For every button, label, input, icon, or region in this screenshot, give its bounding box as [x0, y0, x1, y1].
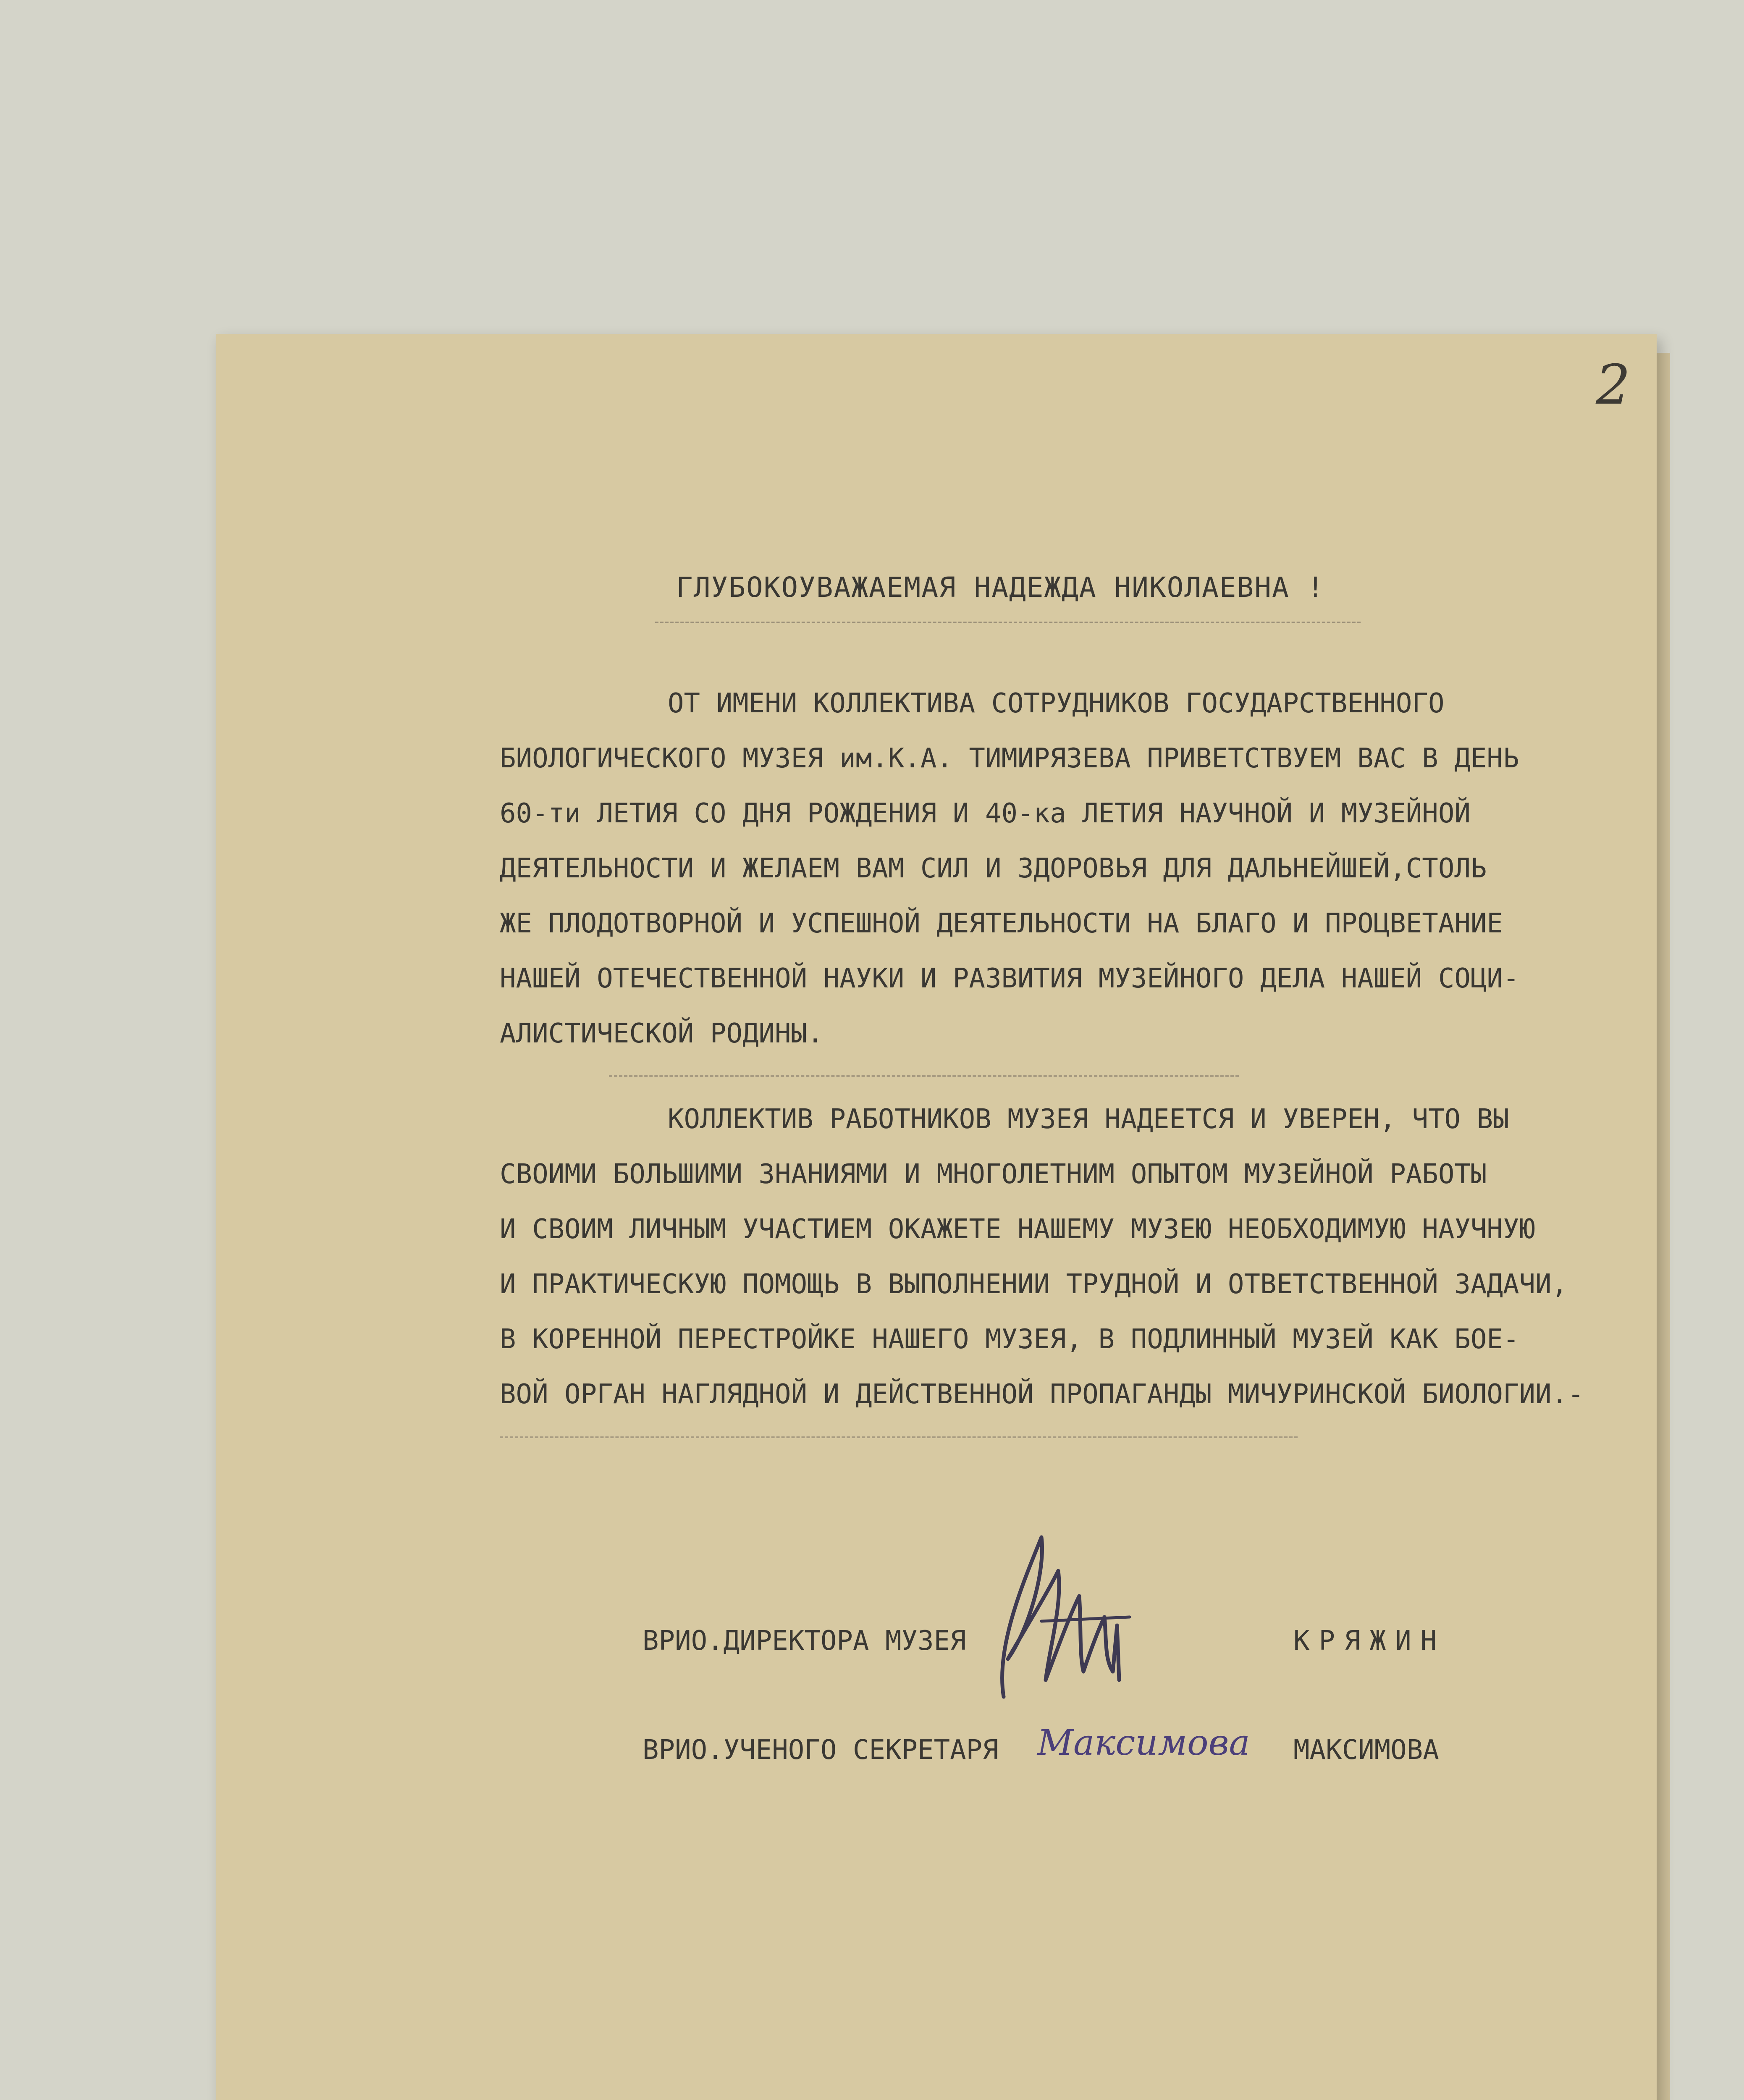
text-line: СВОИМИ БОЛЬШИМИ ЗНАНИЯМИ И МНОГОЛЕТНИМ ОПЫТОМ МУЗЕЙНОЙ РАБОТЫ: [500, 1159, 1487, 1190]
heading-underline: [655, 622, 1361, 623]
text-line: В КОРЕННОЙ ПЕРЕСТРОЙКЕ НАШЕГО МУЗЕЯ, В ПОДЛИННЫЙ МУЗЕЙ КАК БОЕ-: [500, 1324, 1519, 1355]
salutation-heading: ГЛУБОКОУВАЖАЕМАЯ НАДЕЖДА НИКОЛАЕВНА !: [676, 571, 1325, 604]
text-line: ЖЕ ПЛОДОТВОРНОЙ И УСПЕШНОЙ ДЕЯТЕЛЬНОСТИ НА БЛАГО И ПРОЦВЕТАНИЕ: [500, 908, 1503, 939]
page-number: 2: [1596, 353, 1631, 417]
text-line: АЛИСТИЧЕСКОЙ РОДИНЫ.: [500, 1018, 823, 1049]
text-line: И СВОИМ ЛИЧНЫМ УЧАСТИЕМ ОКАЖЕТЕ НАШЕМУ МУЗЕЮ НЕОБХОДИМУЮ НАУЧНУЮ: [500, 1214, 1535, 1245]
director-name: КРЯЖИН: [1293, 1625, 1446, 1656]
text-line: КОЛЛЕКТИВ РАБОТНИКОВ МУЗЕЯ НАДЕЕТСЯ И УВЕРЕН, ЧТО ВЫ: [668, 1104, 1509, 1135]
text-line: НАШЕЙ ОТЕЧЕСТВЕННОЙ НАУКИ И РАЗВИТИЯ МУЗЕЙНОГО ДЕЛА НАШЕЙ СОЦИ-: [500, 963, 1519, 994]
carbon-dash-line: [500, 1436, 1298, 1438]
paragraph-greeting: [500, 676, 1575, 1061]
secretary-title: ВРИО.УЧЕНОГО СЕКРЕТАРЯ: [643, 1735, 999, 1766]
text-line: И ПРАКТИЧЕСКУЮ ПОМОЩЬ В ВЫПОЛНЕНИИ ТРУДНОЙ И ОТВЕТСТВЕННОЙ ЗАДАЧИ,: [500, 1269, 1568, 1300]
carbon-dash-line: [609, 1075, 1239, 1077]
text-line: ВОЙ ОРГАН НАГЛЯДНОЙ И ДЕЙСТВЕННОЙ ПРОПАГАНДЫ МИЧУРИНСКОЙ БИОЛОГИИ.-: [500, 1379, 1584, 1410]
director-signature-icon: [978, 1520, 1155, 1722]
secretary-signature: Максимова: [1037, 1722, 1250, 1763]
text-line: БИОЛОГИЧЕСКОГО МУЗЕЯ им.К.А. ТИМИРЯЗЕВА ПРИВЕТСТВУЕМ ВАС В ДЕНЬ: [500, 743, 1519, 774]
text-line: ОТ ИМЕНИ КОЛЛЕКТИВА СОТРУДНИКОВ ГОСУДАРСТВЕННОГО: [668, 688, 1445, 719]
text-line: 60-ти ЛЕТИЯ СО ДНЯ РОЖДЕНИЯ И 40-ка ЛЕТИЯ НАУЧНОЙ И МУЗЕЙНОЙ: [500, 798, 1471, 829]
director-title: ВРИО.ДИРЕКТОРА МУЗЕЯ: [643, 1625, 966, 1656]
paragraph-wishes: [500, 1092, 1584, 1422]
text-line: ДЕЯТЕЛЬНОСТИ И ЖЕЛАЕМ ВАМ СИЛ И ЗДОРОВЬЯ ДЛЯ ДАЛЬНЕЙШЕЙ,СТОЛЬ: [500, 853, 1487, 884]
page-edge: [1657, 353, 1670, 2100]
secretary-name: МАКСИМОВА: [1293, 1735, 1439, 1766]
